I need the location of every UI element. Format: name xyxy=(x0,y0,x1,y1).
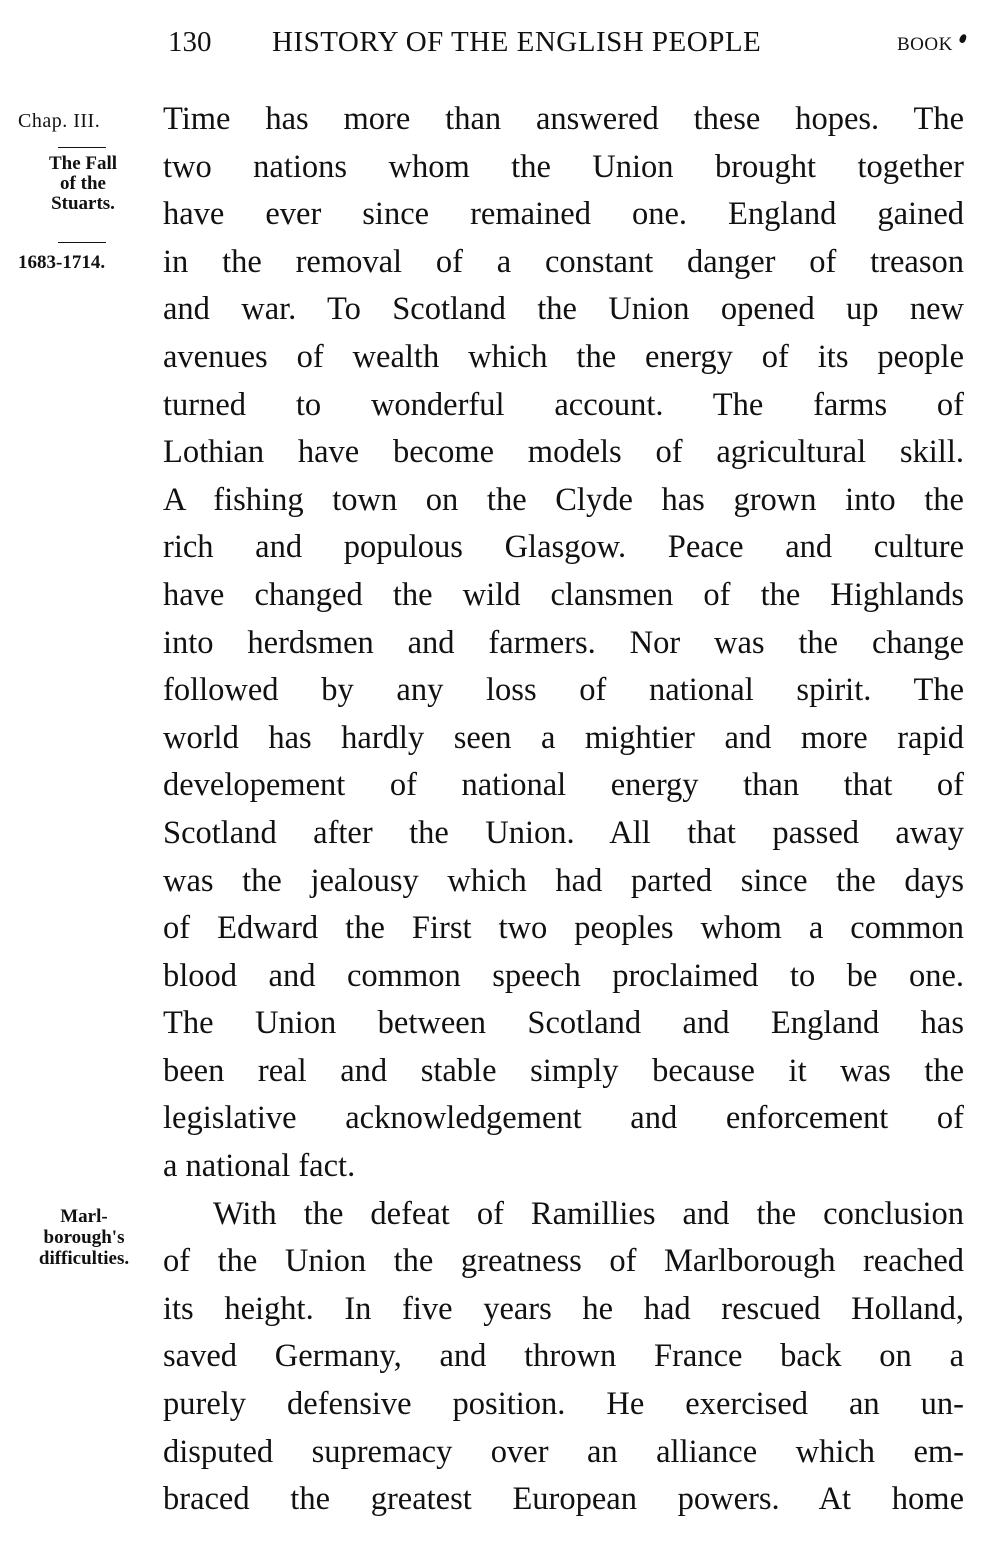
text-line: Time has more than answered these hopes. The xyxy=(163,101,964,137)
text-line: developement of national energy than that of xyxy=(163,767,964,804)
running-header xyxy=(0,26,1000,66)
text-line: rich and populous Glasgow. Peace and culture xyxy=(163,529,964,566)
side-note-line: Marl- xyxy=(60,1206,108,1227)
text-line: legislative acknowledgement and enforcement of xyxy=(163,1100,964,1137)
text-line: purely defensive position. He exercised an un- xyxy=(163,1386,964,1423)
margin-divider xyxy=(58,147,106,148)
text-line: was the jealousy which had parted since the days xyxy=(163,862,964,899)
text-line: been real and stable simply because it was the xyxy=(163,1052,964,1089)
text-line: its height. In five years he had rescued Holland, xyxy=(163,1290,964,1327)
text-line: have changed the wild clansmen of the Highlands xyxy=(163,576,964,613)
ink-mark xyxy=(958,33,967,44)
text-line: blood and common speech proclaimed to be one. xyxy=(163,957,964,994)
text-line: and war. To Scotland the Union opened up new xyxy=(163,291,964,328)
text-line: Lothian have become models of agricultural skill. xyxy=(163,434,964,471)
text-line: of Edward the First two peoples whom a common xyxy=(163,910,964,947)
chapter-label: Chap. III. xyxy=(18,110,101,132)
text-line: followed by any loss of national spirit. The xyxy=(163,672,964,709)
running-title: HISTORY OF THE ENGLISH PEOPLE xyxy=(272,26,762,58)
section-title-line: of the xyxy=(60,173,106,194)
section-title-line: The Fall xyxy=(48,153,118,174)
text-line: turned to wonderful account. The farms of xyxy=(163,386,964,423)
text-line: two nations whom the Union brought together xyxy=(163,148,964,185)
side-note-line: difficulties. xyxy=(38,1248,130,1269)
section-title xyxy=(28,154,138,214)
section-title-line: Stuarts. xyxy=(51,193,115,214)
text-line: Scotland after the Union. All that passed away xyxy=(163,814,964,851)
paragraph xyxy=(163,96,964,1191)
margin-divider xyxy=(58,242,106,243)
text-line: a national fact. xyxy=(163,1148,356,1185)
text-line: disputed supremacy over an alliance which em- xyxy=(163,1433,964,1470)
text-line: avenues of wealth which the energy of its people xyxy=(163,338,964,375)
side-note-line: borough's xyxy=(43,1227,125,1248)
date-range: 1683-1714. xyxy=(18,252,106,273)
text-line: A fishing town on the Clyde has grown into the xyxy=(163,481,964,518)
text-line: saved Germany, and thrown France back on a xyxy=(163,1338,964,1375)
text-line: have ever since remained one. England gained xyxy=(163,196,964,233)
book-label: BOOK xyxy=(897,34,953,55)
text-line: world has hardly seen a mightier and more rapid xyxy=(163,719,964,756)
text-line: into herdsmen and farmers. Nor was the change xyxy=(163,624,964,661)
text-line: With the defeat of Ramillies and the conclusion xyxy=(213,1195,964,1232)
side-note xyxy=(16,1206,152,1269)
text-line: The Union between Scotland and England has xyxy=(163,1005,964,1042)
page-number: 130 xyxy=(168,26,212,58)
text-line: of the Union the greatness of Marlborough reached xyxy=(163,1243,964,1280)
paragraph xyxy=(163,1191,964,1524)
text-line: braced the greatest European powers. At home xyxy=(163,1481,964,1518)
body-text xyxy=(163,96,964,1524)
text-line: in the removal of a constant danger of treason xyxy=(163,243,964,280)
